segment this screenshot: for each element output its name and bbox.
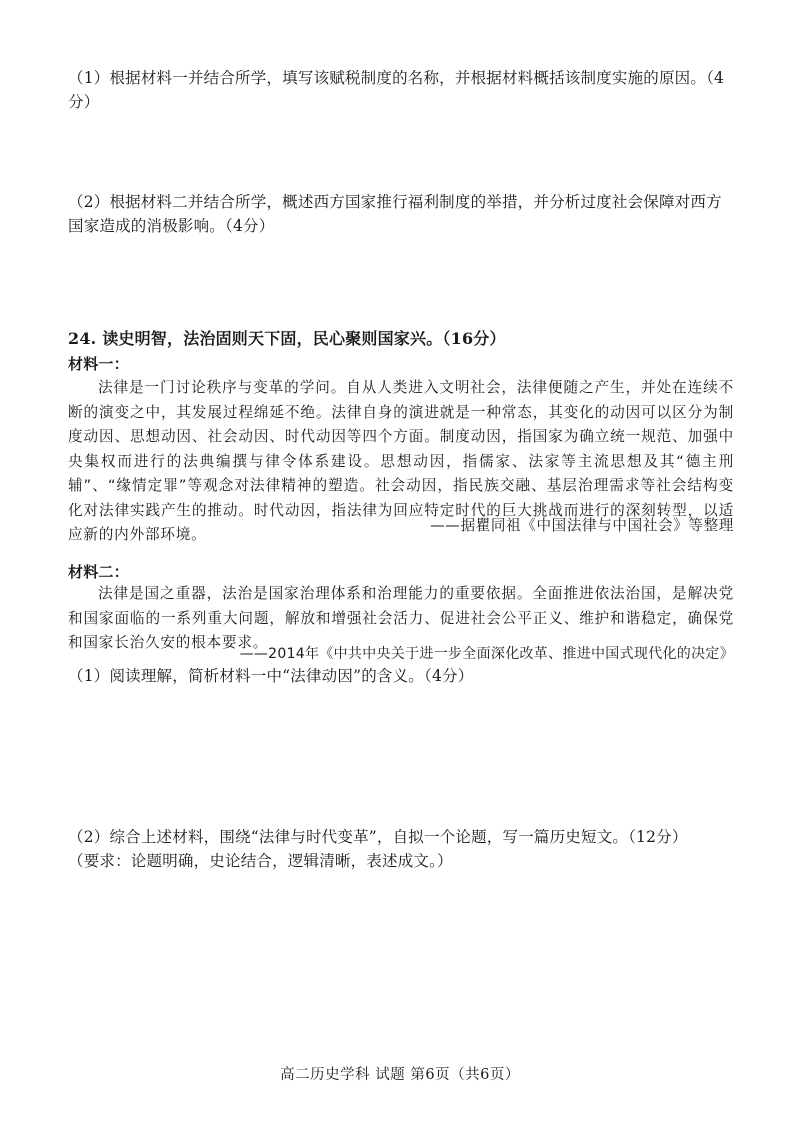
sub-question-1: （1）阅读理解，简析材料一中“法律动因”的含义。（4分） [68, 667, 474, 685]
material-1-label: 材料一： [68, 355, 129, 373]
page-footer: 高二历史学科 试题 第6页（共6页） [280, 1067, 520, 1083]
question-24-heading: 24. 读史明智，法治固则天下固，民心聚则国家兴。（16分） [68, 329, 506, 348]
question-prev-2: （2）根据材料二并结合所学，概述西方国家推行福利制度的举措，并分析过度社会保障对西方国家造成的消极影响。（4分） [68, 193, 722, 235]
sub-question-2: （2）综合上述材料，围绕“法律与时代变革”，自拟一个论题，写一篇历史短文。（12分） [68, 828, 688, 846]
material-2-source: ——2014年《中共中央关于进一步全面深化改革、推进中国式现代化的决定》 [239, 646, 734, 662]
question-prev-1: （1）根据材料一并结合所学，填写该赋税制度的名称，并根据材料概括该制度实施的原因。（4分） [68, 69, 725, 111]
sub-question-2-requirement: （要求：论题明确，史论结合，逻辑清晰，表述成文。） [68, 852, 453, 870]
material-1-source: ——据瞿同祖《中国法律与中国社会》等整理 [430, 517, 734, 534]
material-2-label: 材料二： [68, 563, 129, 581]
material-1-text: 法律是一门讨论秩序与变革的学问。自从人类进入文明社会，法律便随之产生，并处在连续不断的演变之中，其发展过程绵延不绝。法律自身的演进就是一种常态，其变化的动因可以区分为制度动因、思想动因、社会动因、时代动因等四个方面。制度动因，指国家为确立统一规范、加强中央集权而进行的法典编撰与律令体系建设。思想动因，指儒家、法家等主流思想及其“德主刑辅”、“缘情定罪”等观念对法律精神的塑造。社会动因，指民族交融、基层治理需求等社会结构变化对法律实践产生的推动。时代动因，指法律为回应特定时代的巨大挑战而进行的深刻转型，以适应新的内外部环境。 [68, 379, 734, 543]
material-2-text: 法律是国之重器，法治是国家治理体系和治理能力的重要依据。全面推进依法治国，是解决党和国家面临的一系列重大问题，解放和增强社会活力、促进社会公平正义、维护和谐稳定，确保党和国家长治久安的根本要求。 [68, 585, 734, 651]
